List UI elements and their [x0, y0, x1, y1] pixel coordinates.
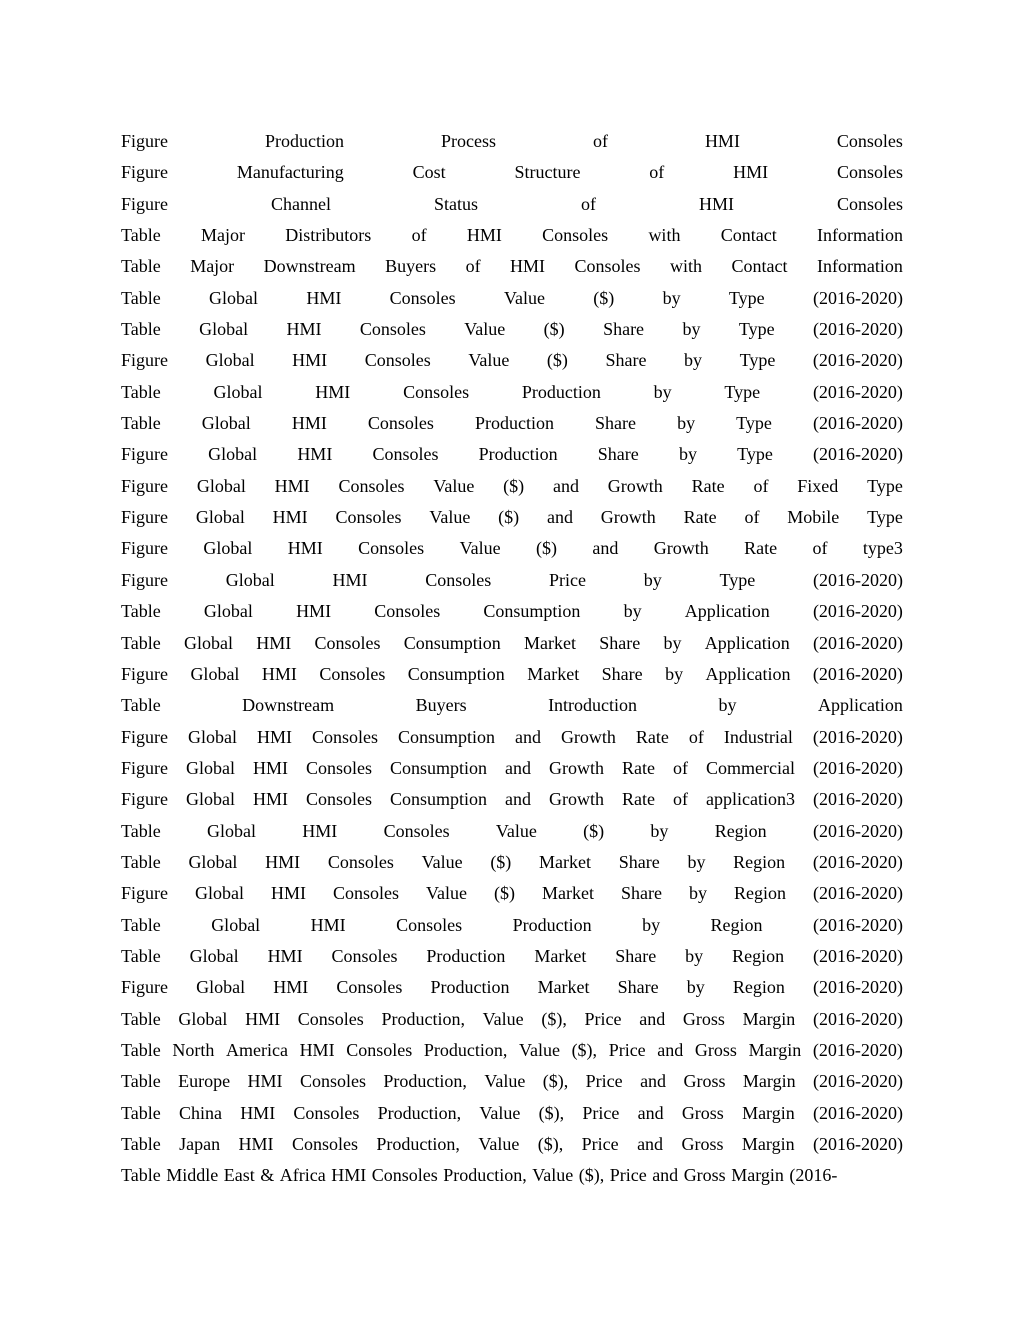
text-line: Figure Global HMI Consoles Consumption Market Share by Application (2016-2020) [121, 663, 903, 684]
text-line: Table Downstream Buyers Introduction by Application [121, 695, 903, 716]
text-line: Table Global HMI Consoles Value ($) by Region (2016-2020) [121, 820, 903, 841]
text-line: Figure Global HMI Consoles Value ($) Share by Type (2016-2020) [121, 350, 903, 371]
text-line: Table Global HMI Consoles Consumption by Application (2016-2020) [121, 601, 903, 622]
text-line: Table China HMI Consoles Production, Value ($), Price and Gross Margin (2016-2020) [121, 1102, 903, 1123]
text-line: Table Japan HMI Consoles Production, Value ($), Price and Gross Margin (2016-2020) [121, 1134, 903, 1154]
list-of-figures-and-tables [121, 126, 903, 1192]
text-line: Table North America HMI Consoles Production, Value ($), Price and Gross Margin (2016-2020) [121, 1039, 903, 1060]
text-line: Figure Global HMI Consoles Value ($) and Growth Rate of Fixed Type [121, 475, 903, 496]
text-line: Table Global HMI Consoles Production by Type (2016-2020) [121, 381, 903, 402]
text-line: Figure Global HMI Consoles Price by Type (2016-2020) [121, 569, 903, 590]
text-line: Table Major Downstream Buyers of HMI Consoles with Contact Information [121, 256, 903, 277]
text-line: Table Middle East & Africa HMI Consoles Production, Value ($), Price and Gross Margin (2016- [121, 1165, 838, 1186]
text-line: Figure Channel Status of HMI Consoles [121, 193, 903, 214]
text-line: Table Global HMI Consoles Value ($) by Type (2016-2020) [121, 287, 903, 308]
text-line: Table Global HMI Consoles Production by Region (2016-2020) [121, 914, 903, 935]
text-line: Figure Global HMI Consoles Value ($) and Growth Rate of Mobile Type [121, 507, 903, 528]
text-line: Table Europe HMI Consoles Production, Value ($), Price and Gross Margin (2016-2020) [121, 1071, 903, 1092]
text-line: Figure Global HMI Consoles Consumption and Growth Rate of application3 (2016-2020) [121, 789, 903, 810]
text-line: Figure Production Process of HMI Consoles [121, 131, 903, 151]
text-line: Table Major Distributors of HMI Consoles with Contact Information [121, 225, 903, 246]
text-line: Table Global HMI Consoles Production Share by Type (2016-2020) [121, 413, 903, 434]
text-line: Figure Global HMI Consoles Value ($) and Growth Rate of type3 [121, 538, 903, 559]
text-line: Figure Global HMI Consoles Consumption and Growth Rate of Commercial (2016-2020) [121, 757, 903, 778]
text-line: Table Global HMI Consoles Value ($) Market Share by Region (2016-2020) [121, 851, 903, 872]
text-line: Table Global HMI Consoles Production, Value ($), Price and Gross Margin (2016-2020) [121, 1008, 903, 1029]
text-line: Figure Global HMI Consoles Production Share by Type (2016-2020) [121, 444, 903, 465]
text-line: Figure Global HMI Consoles Value ($) Market Share by Region (2016-2020) [121, 883, 903, 904]
text-line: Table Global HMI Consoles Consumption Market Share by Application (2016-2020) [121, 632, 903, 653]
text-line: Table Global HMI Consoles Value ($) Share by Type (2016-2020) [121, 319, 903, 340]
text-line: Figure Global HMI Consoles Production Market Share by Region (2016-2020) [121, 977, 903, 998]
text-line: Figure Manufacturing Cost Structure of HMI Consoles [121, 162, 903, 183]
text-line: Figure Global HMI Consoles Consumption and Growth Rate of Industrial (2016-2020) [121, 726, 903, 747]
text-line: Table Global HMI Consoles Production Market Share by Region (2016-2020) [121, 945, 903, 966]
